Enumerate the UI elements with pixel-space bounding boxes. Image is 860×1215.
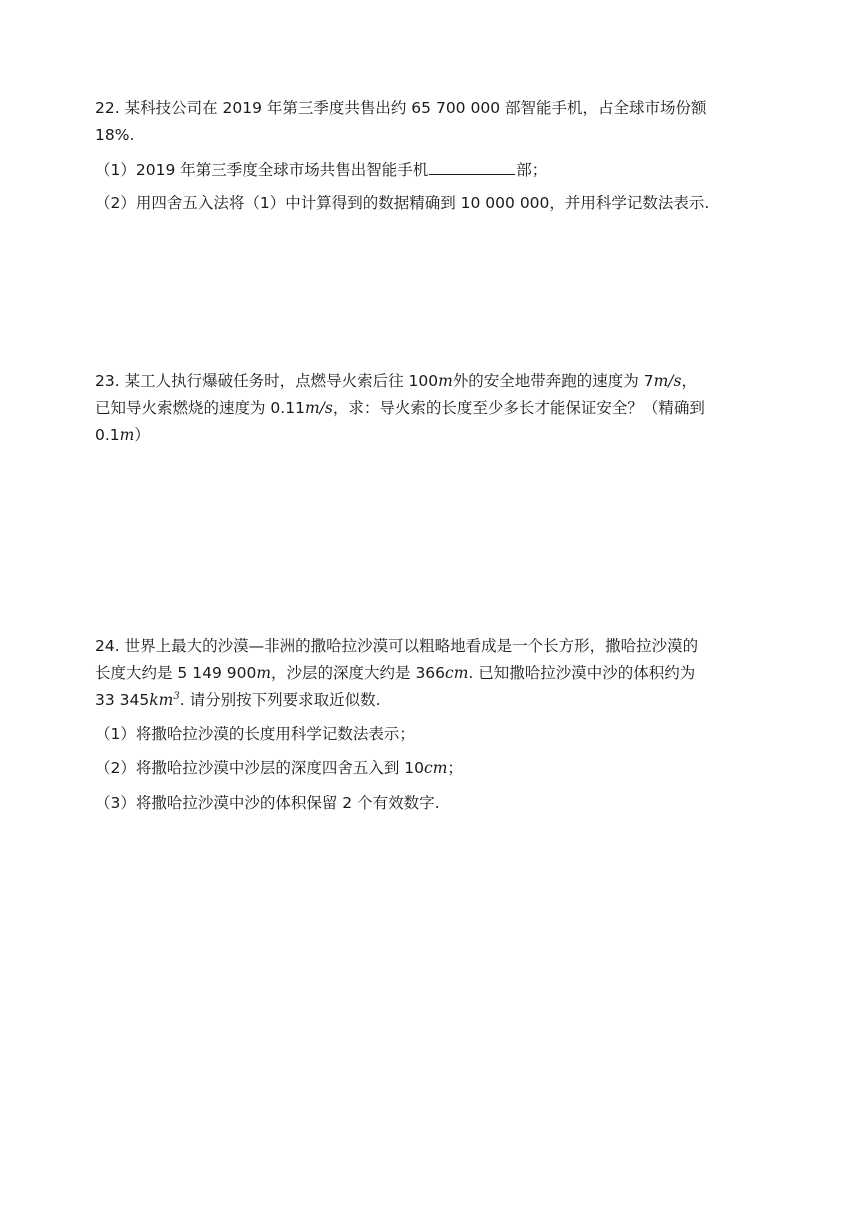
q22-sub1-text: （1）2019 年第三季度全球市场共售出智能手机: [95, 161, 429, 179]
q23-text: 已知导火索燃烧的速度为 0.11: [95, 399, 305, 417]
q24-stem-line-2: [95, 662, 695, 684]
math-unit: m: [256, 664, 272, 682]
q22-subquestion-1: [95, 158, 547, 181]
q24-stem-line-3: [95, 689, 381, 711]
q22-stem-line-2: 18%.: [95, 126, 135, 144]
q24-stem-line-1: 24. 世界上最大的沙漠—非洲的撒哈拉沙漠可以粗略地看成是一个长方形，撒哈拉沙漠的: [95, 637, 699, 655]
q23-stem-line-2: [95, 397, 705, 419]
q23-stem-line-1: [95, 370, 697, 392]
q23-text: ，求：导火索的长度至少多长才能保证安全？（精确到: [332, 399, 705, 417]
q23-stem-line-3: [95, 424, 150, 446]
q23-text: ）: [134, 426, 150, 444]
q23-text: ，: [681, 372, 697, 390]
math-unit: m/s: [304, 399, 333, 417]
q24-text: （2）将撒哈拉沙漠中沙层的深度四舍五入到 10: [95, 759, 425, 777]
q22-stem-line-1: 22. 某科技公司在 2019 年第三季度共售出约 65 700 000 部智能手机，占全球市场份额: [95, 99, 707, 117]
q24-text: . 已知撒哈拉沙漠中沙的体积约为: [468, 664, 696, 682]
q24-text: 长度大约是 5 149 900: [95, 664, 257, 682]
q22-subquestion-2: （2）用四舍五入法将（1）中计算得到的数据精确到 10 000 000，并用科学记数法表示.: [95, 194, 710, 212]
q23-text: 0.1: [95, 426, 120, 444]
math-unit: cm: [424, 759, 448, 777]
math-unit: m: [119, 426, 135, 444]
math-unit: km: [149, 691, 174, 709]
q24-text: 33 345: [95, 691, 150, 709]
q22-sub1-unit: 部；: [516, 161, 548, 179]
math-unit: cm: [445, 664, 469, 682]
q24-subquestion-2: [95, 757, 463, 779]
q24-text: ；: [447, 759, 463, 777]
math-unit: m: [438, 372, 453, 390]
q24-subquestion-3: （3）将撒哈拉沙漠中沙的体积保留 2 个有效数字.: [95, 794, 440, 812]
q23-text: 外的安全地带奔跑的速度为 7: [452, 372, 654, 390]
q24-text: . 请分别按下列要求取近似数.: [179, 691, 381, 709]
q24-subquestion-1: （1）将撒哈拉沙漠的长度用科学记数法表示；: [95, 725, 415, 743]
math-exponent: 3: [173, 690, 180, 702]
answer-blank[interactable]: [429, 158, 515, 175]
q24-text: ，沙层的深度大约是 366: [271, 664, 446, 682]
math-unit: m/s: [653, 372, 682, 390]
q23-text: 23. 某工人执行爆破任务时，点燃导火索后往 100: [95, 372, 439, 390]
